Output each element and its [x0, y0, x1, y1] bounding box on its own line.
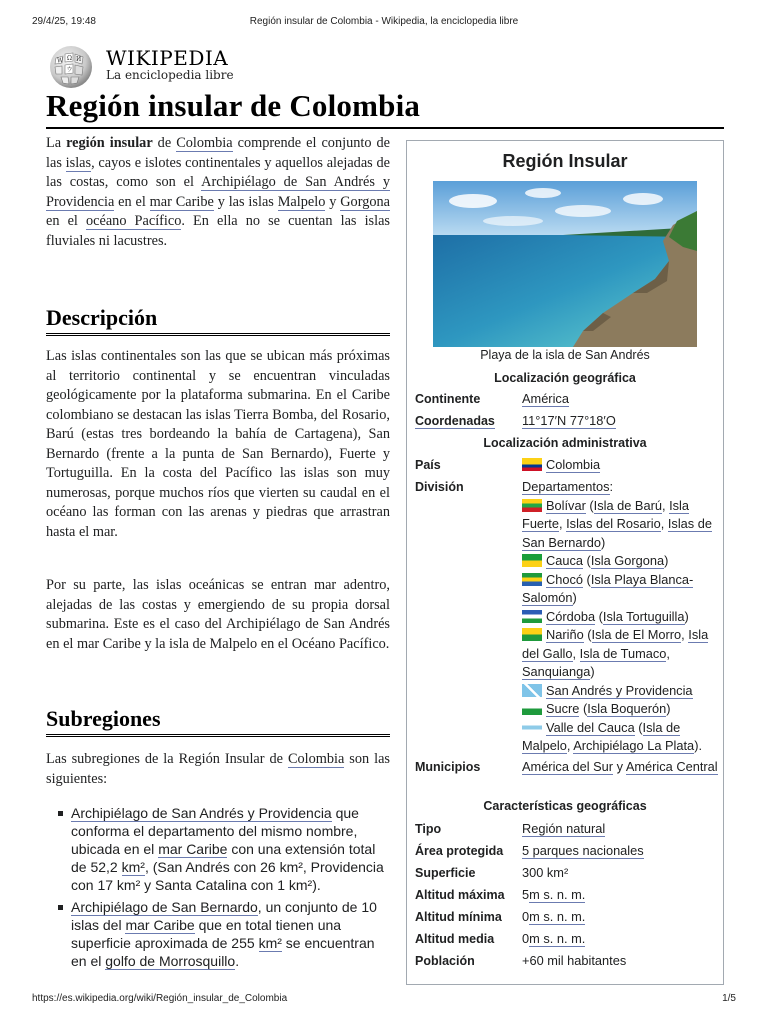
section-divider [46, 734, 390, 737]
dept-text: ( [634, 719, 643, 735]
link-msnm[interactable]: m s. n. m. [529, 887, 586, 902]
infobox-label-division: División [415, 480, 464, 494]
intro-text: y [325, 193, 341, 210]
link-archipielago-san-andres[interactable]: Archipiélago de San Andrés y Providencia [46, 174, 390, 210]
link-colombia[interactable]: Colombia [176, 135, 233, 151]
dept-text: ( [583, 553, 591, 568]
link-km2[interactable]: km² [121, 859, 145, 875]
intro-text: La [46, 135, 67, 151]
dept-text: , [666, 645, 670, 661]
infobox-label-continente: Continente [415, 392, 481, 406]
svg-text:W: W [57, 57, 64, 65]
infobox-value-division [522, 478, 718, 756]
municipios-text: y [613, 759, 626, 774]
item-text: que en total tienen una superficie aproximada de 255 [71, 917, 342, 951]
cordoba-flag-icon [522, 610, 542, 623]
infobox-value-altitud-media [522, 930, 718, 949]
dept-text: ) [666, 701, 671, 716]
link-america[interactable]: América [522, 391, 569, 406]
infobox-value-superficie: 300 km² [522, 865, 569, 880]
link-mar-caribe[interactable]: mar Caribe [149, 193, 214, 210]
section-heading-descripcion: Descripción [46, 305, 158, 330]
link-islas[interactable]: islas [65, 154, 92, 171]
item-text: , (San Andrés con 26 km², Providencia con 17 km² y Santa Catalina con 1 km²). [71, 859, 384, 893]
infobox-label-area-protegida: Área protegida [415, 844, 504, 858]
link-region-natural[interactable]: Región natural [522, 821, 606, 836]
list-item [56, 804, 390, 894]
beach-photo[interactable] [433, 181, 697, 347]
item-text: que conforma el departamento del mismo nombre, ubicada en el [71, 805, 359, 857]
infobox-label-altitud-media: Altitud media [415, 932, 495, 946]
descripcion-paragraph-1: Las islas continentales son las que se ubican más próximas al territorio continental y se encuentran vinculadas geológicamente por la plataforma submarina. En el Caribe colombiano se destacan las islas Tierra Bomba, del Rosario, Barú (estas tres bordeando la bahía de Cartagena), San Bernardo (frente a la punta de San Bernardo), Fuerte y Tortuguilla. En la costa del Pacífico las islas son muy numerosas, porque muchos ríos que vierten su caudal en el océano las forman con las arenas y piedras que arrastran hasta el mar. [46, 348, 390, 540]
infobox-label-pais: País [415, 458, 441, 472]
intro-text: y las islas [213, 193, 278, 210]
infobox-value-municipios [522, 758, 718, 777]
infobox [406, 140, 724, 985]
colon-text: : [609, 479, 614, 494]
link-isla-malpelo[interactable]: Isla de Malpelo [522, 719, 681, 753]
link-islas-san-bernardo[interactable]: Islas de San Bernardo [522, 516, 712, 550]
infobox-section-administrativa: Localización administrativa [483, 436, 647, 450]
dept-text: ) [664, 553, 669, 568]
page-title: Región insular de Colombia [46, 88, 421, 123]
subregiones-lead [46, 750, 390, 789]
dept-text: ) [572, 590, 577, 605]
infobox-label-altitud-minima: Altitud mínima [415, 910, 502, 924]
link-km2[interactable]: km² [258, 935, 282, 951]
dept-text: , [661, 497, 670, 513]
dept-text: , [559, 516, 567, 531]
dept-text: ) [600, 534, 606, 550]
descripcion-paragraph-2: Por su parte, las islas oceánicas se entran mar adentro, alejadas de las costas y emergiendo de su propia dorsal submarina. Este es el caso del Archipiélago de San Andrés en el mar Caribe y la isla de Malpelo en el Océano Pacífico. [46, 577, 390, 652]
infobox-label-coordenadas [415, 414, 495, 428]
svg-text:Ω: Ω [67, 55, 72, 62]
link-isla-playa-blanca[interactable]: Isla Playa Blanca-Salomón [522, 571, 694, 605]
cauca-flag-icon [522, 554, 542, 567]
list-item [56, 898, 390, 970]
link-cauca[interactable]: Cauca [546, 553, 583, 568]
link-isla-fuerte[interactable]: Isla Fuerte [522, 497, 689, 531]
print-page-number: 1/5 [722, 993, 736, 1004]
dept-text: ). [694, 738, 703, 753]
link-archipielago-la-plata[interactable]: Archipiélago La Plata [573, 738, 695, 753]
section-divider [46, 333, 390, 336]
link-coordenadas[interactable]: Coordenadas [415, 414, 495, 428]
print-doc-title: Región insular de Colombia - Wikipedia, la enciclopedia libre [249, 16, 519, 27]
section-heading-subregiones: Subregiones [46, 706, 161, 731]
dept-text: ( [583, 627, 592, 642]
svg-text:И: И [76, 56, 82, 63]
infobox-section-geografica: Localización geográfica [494, 371, 636, 385]
dept-text: ( [579, 701, 588, 716]
print-datetime: 29/4/25, 19:48 [32, 16, 96, 27]
dept-text: , [660, 516, 668, 531]
altitude-number: 5 [522, 887, 530, 902]
wikipedia-globe-logo[interactable] [46, 44, 96, 90]
item-text: . [235, 953, 240, 969]
infobox-label-altitud-maxima: Altitud máxima [415, 888, 505, 902]
sucre-flag-icon [522, 702, 542, 715]
link-colombia[interactable]: Colombia [287, 751, 345, 767]
infobox-label-poblacion: Población [415, 954, 475, 968]
link-choco[interactable]: Chocó [546, 571, 583, 587]
photo-caption: Playa de la isla de San Andrés [480, 348, 650, 362]
dept-text: ( [583, 571, 591, 587]
intro-text: , cayos e islotes continentales y aquellos alejadas de las costas, como son el [46, 154, 390, 190]
link-oceano-pacifico[interactable]: océano Pacífico [85, 213, 182, 229]
link-isla-el-morro[interactable]: Isla de El Morro [591, 627, 682, 642]
link-mar-caribe[interactable]: mar Caribe [158, 841, 228, 857]
dept-text: , [681, 627, 689, 642]
colombia-flag-icon [522, 458, 542, 471]
link-parques-nacionales[interactable]: 5 parques nacionales [522, 843, 644, 858]
infobox-value-altitud-maxima [522, 886, 718, 905]
item-text: con una extensión total de 52,2 [71, 841, 376, 875]
link-msnm[interactable]: m s. n. m. [529, 909, 586, 924]
infobox-label-superficie: Superficie [415, 866, 476, 880]
link-america-del-sur[interactable]: América del Sur [522, 759, 614, 774]
link-archipielago-san-andres[interactable]: Archipiélago de San Andrés y Providencia [71, 805, 332, 821]
infobox-value-tipo [522, 820, 718, 839]
intro-text: comprende el conjunto de las [46, 135, 390, 171]
infobox-label-tipo: Tipo [415, 822, 442, 836]
link-san-andres-providencia[interactable]: San Andrés y Providencia [546, 682, 693, 698]
infobox-value-altitud-minima [522, 908, 718, 927]
dept-text: , [566, 738, 574, 753]
choco-flag-icon [522, 573, 542, 586]
link-cordoba[interactable]: Córdoba [546, 608, 596, 624]
wikipedia-wordmark[interactable]: WIKIPEDIA [106, 46, 229, 70]
link-bolivar[interactable]: Bolívar [546, 497, 586, 513]
item-text: , un conjunto de 10 islas del [71, 899, 377, 933]
intro-text: en el [114, 193, 150, 210]
lead-text: son las siguientes: [46, 751, 390, 787]
link-isla-tumaco[interactable]: Isla de Tumaco [579, 645, 667, 661]
link-gorgona[interactable]: Gorgona [340, 193, 391, 210]
link-isla-tortuguilla[interactable]: Isla Tortuguilla [602, 608, 685, 624]
link-colombia[interactable]: Colombia [546, 457, 601, 472]
infobox-title: Región Insular [502, 151, 628, 171]
link-islas-rosario[interactable]: Islas del Rosario [566, 516, 661, 531]
narino-flag-icon [522, 628, 542, 641]
link-golfo-morrosquillo[interactable]: golfo de Morrosquillo [105, 953, 236, 969]
lead-text: Las subregiones de la Región Insular de [46, 751, 288, 767]
infobox-section-caracteristicas: Características geográficas [483, 799, 647, 813]
infobox-value-poblacion: +60 mil habitantes [522, 953, 627, 968]
link-isla-boqueron[interactable]: Isla Boquerón [587, 701, 667, 716]
dept-text: ) [684, 608, 689, 624]
valle-del-cauca-flag-icon [522, 721, 542, 734]
infobox-value-continente [522, 390, 718, 409]
link-sucre[interactable]: Sucre [546, 701, 580, 716]
san-andres-flag-icon [522, 684, 542, 697]
link-malpelo[interactable]: Malpelo [277, 193, 326, 210]
item-text: se encuentran en el [71, 935, 375, 969]
link-departamentos[interactable]: Departamentos [522, 479, 610, 494]
infobox-label-municipios: Municipios [415, 760, 481, 774]
intro-paragraph [46, 134, 390, 251]
subregiones-list [56, 804, 390, 974]
link-isla-gorgona[interactable]: Isla Gorgona [590, 553, 665, 568]
infobox-value-coordenadas [522, 412, 718, 431]
link-mar-caribe[interactable]: mar Caribe [125, 917, 195, 933]
wikipedia-tagline: La enciclopedia libre [106, 68, 234, 82]
intro-bold-term: región insular [66, 135, 153, 151]
infobox-value-pais [522, 456, 718, 475]
altitude-number: 0 [522, 931, 530, 946]
link-valle-del-cauca[interactable]: Valle del Cauca [546, 719, 635, 735]
intro-text: . En ella no se cuentan las islas fluviales ni lacustres. [46, 213, 390, 249]
title-divider [46, 127, 724, 129]
dept-text: ( [595, 608, 603, 624]
link-isla-baru[interactable]: Isla de Barú [593, 497, 662, 513]
print-url: https://es.wikipedia.org/wiki/Región_insular_de_Colombia [32, 993, 288, 1004]
infobox-value-area-protegida [522, 842, 718, 861]
link-narino[interactable]: Nariño [546, 627, 584, 642]
altitude-number: 0 [522, 909, 530, 924]
bolivar-flag-icon [522, 499, 542, 512]
svg-text:ウ: ウ [66, 66, 73, 74]
link-america-central[interactable]: América Central [625, 759, 718, 774]
link-msnm[interactable]: m s. n. m. [529, 931, 586, 946]
link-archipielago-san-bernardo[interactable]: Archipiélago de San Bernardo [71, 899, 258, 915]
dept-text: ( [585, 497, 594, 513]
link-coordinates[interactable]: 11°17′N 77°18′O [522, 413, 616, 428]
dept-text: , [572, 645, 580, 661]
intro-text: en el [46, 213, 86, 229]
dept-text: ) [590, 664, 595, 679]
link-isla-del-gallo[interactable]: Isla del Gallo [522, 627, 709, 661]
intro-text: de [152, 135, 177, 151]
link-sanquianga[interactable]: Sanquianga [522, 664, 591, 679]
